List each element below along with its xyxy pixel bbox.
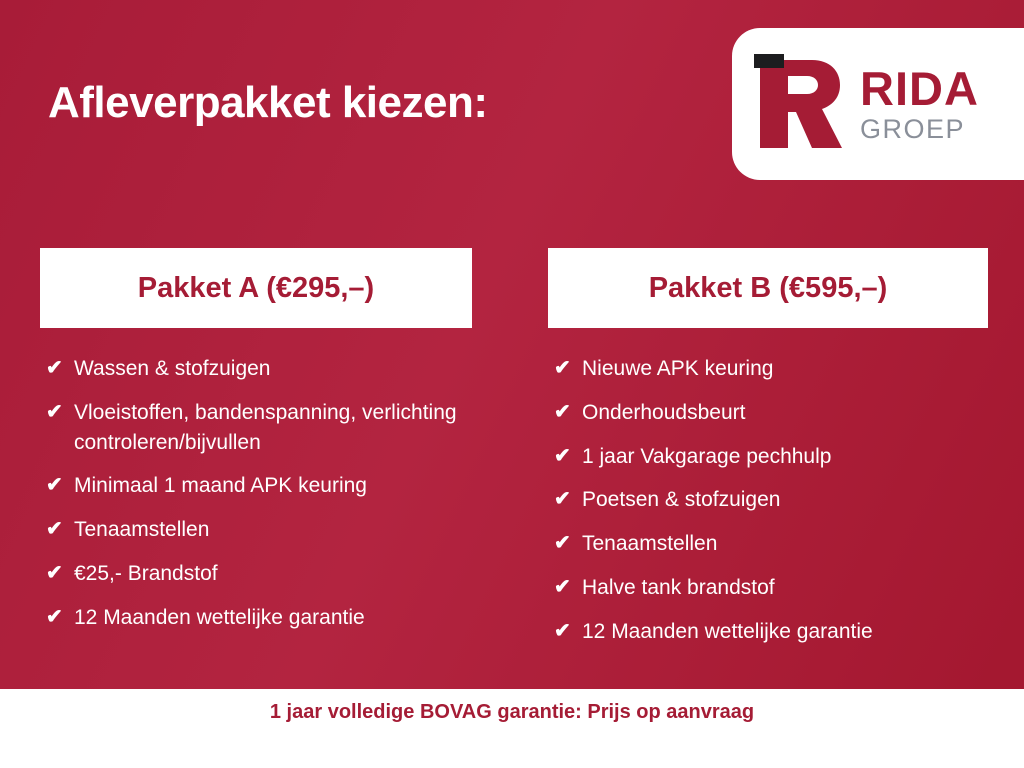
rida-r-mark-icon — [754, 54, 846, 154]
check-icon: ✔ — [46, 400, 63, 423]
check-icon: ✔ — [554, 400, 571, 423]
check-icon: ✔ — [46, 605, 63, 628]
check-icon: ✔ — [554, 444, 571, 467]
list-item — [554, 485, 988, 515]
package-column-b — [548, 248, 988, 661]
package-a-title: Pakket A (€295,–) — [137, 271, 375, 304]
list-item-label: Tenaamstellen — [582, 532, 718, 556]
list-item — [46, 559, 472, 589]
logo — [732, 28, 1024, 180]
list-item — [554, 442, 988, 472]
package-b-feature-list — [548, 354, 988, 647]
check-icon: ✔ — [46, 518, 63, 541]
list-item-label: Halve tank brandstof — [582, 576, 775, 600]
list-item — [46, 603, 472, 633]
page-title: Afleverpakket kiezen: — [48, 78, 488, 127]
list-item-label: Poetsen & stofzuigen — [582, 488, 781, 512]
list-item — [46, 471, 472, 501]
list-item — [554, 398, 988, 428]
list-item — [46, 354, 472, 384]
check-icon: ✔ — [554, 576, 571, 599]
list-item — [46, 515, 472, 545]
check-icon: ✔ — [554, 532, 571, 555]
check-icon: ✔ — [46, 474, 63, 497]
bottom-strip — [0, 735, 1024, 768]
list-item-label: €25,- Brandstof — [74, 562, 218, 586]
check-icon: ✔ — [554, 357, 571, 379]
list-item-label: Tenaamstellen — [74, 518, 210, 542]
list-item — [554, 354, 988, 384]
list-item-label: 1 jaar Vakgarage pechhulp — [582, 444, 832, 468]
list-item-label: Vloeistoffen, bandenspanning, verlichting controleren/bijvullen — [74, 400, 457, 454]
check-icon: ✔ — [46, 562, 63, 585]
list-item-label: Nieuwe APK keuring — [582, 357, 774, 380]
list-item — [554, 573, 988, 603]
package-column-a — [40, 248, 472, 647]
package-a-title-box — [40, 248, 472, 328]
logo-name: RIDA — [860, 62, 979, 115]
logo-subtitle: GROEP — [860, 114, 966, 144]
package-a-feature-list — [40, 354, 472, 633]
package-b-title-box — [548, 248, 988, 328]
list-item-label: 12 Maanden wettelijke garantie — [74, 605, 365, 629]
check-icon: ✔ — [554, 488, 571, 511]
list-item-label: Onderhoudsbeurt — [582, 400, 746, 424]
check-icon: ✔ — [46, 357, 63, 379]
logo-text — [860, 62, 979, 144]
list-item-label: 12 Maanden wettelijke garantie — [582, 619, 873, 643]
footer-text: 1 jaar volledige BOVAG garantie: Prijs op aanvraag — [269, 700, 755, 723]
list-item — [554, 617, 988, 647]
list-item — [554, 529, 988, 559]
check-icon: ✔ — [554, 619, 571, 642]
list-item — [46, 398, 472, 458]
list-item-label: Wassen & stofzuigen — [74, 357, 271, 380]
package-b-title: Pakket B (€595,–) — [648, 271, 888, 304]
footer-banner — [0, 689, 1024, 735]
list-item-label: Minimaal 1 maand APK keuring — [74, 474, 367, 498]
